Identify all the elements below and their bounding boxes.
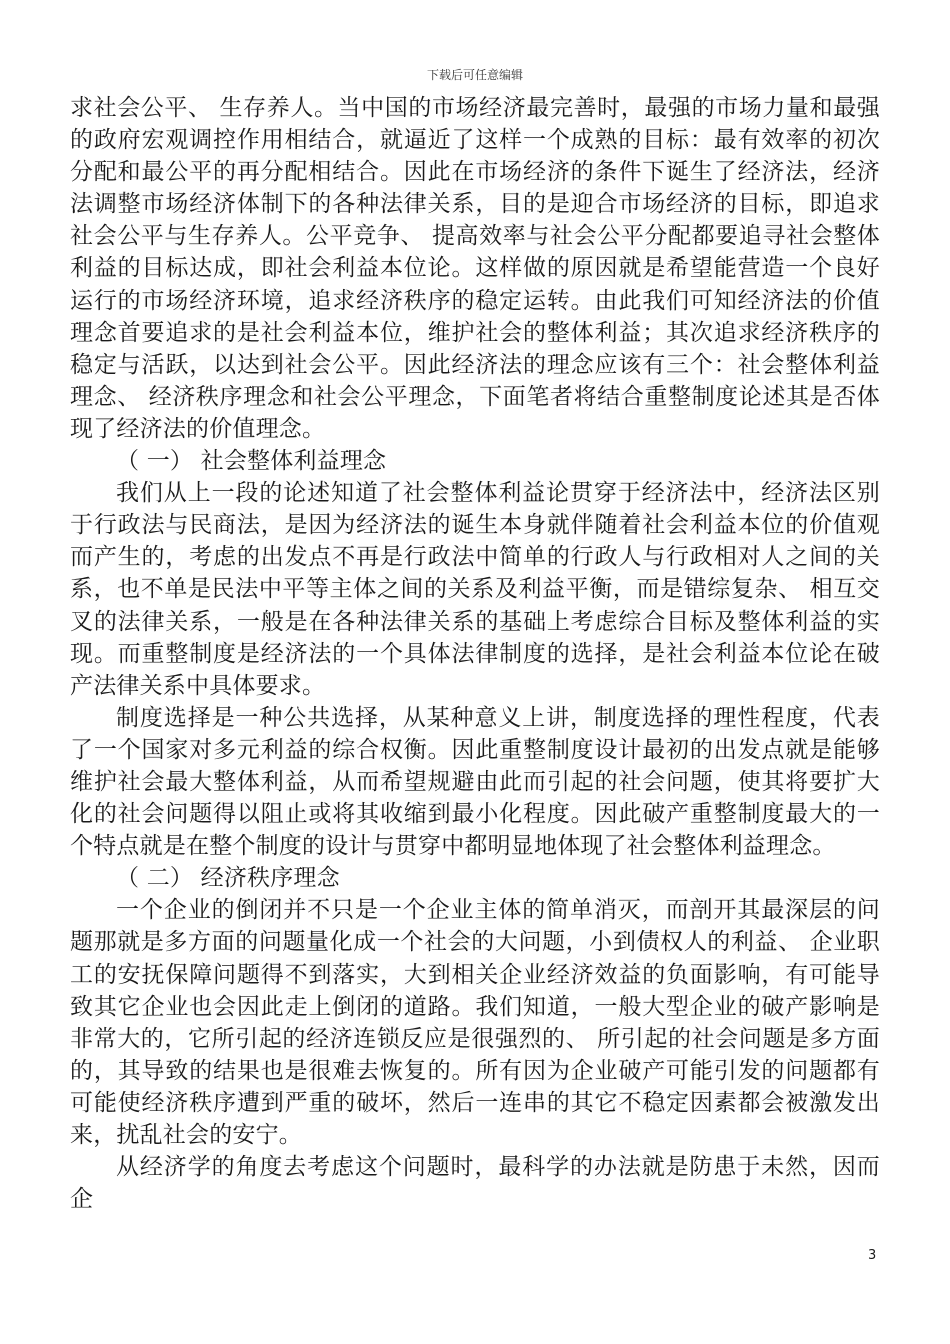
- page-number: 3: [868, 1248, 877, 1263]
- section-heading-2: （ 二） 经济秩序理念: [116, 865, 340, 892]
- section-heading-1: （ 一） 社会整体利益理念: [116, 448, 387, 475]
- page-header: 下载后可任意编辑: [426, 68, 523, 82]
- paragraph: 从经济学的角度去考虑这个问题时，最科学的办法就是防患于未然，因而企: [70, 1154, 880, 1213]
- paragraph-continuation: 求社会公平、 生存养人。当中国的市场经济最完善时，最强的市场力量和最强的政府宏观调控作用相结合，就逼近了这样一个成熟的目标：最有效率的初次分配和最公平的再分配相结合。因此在市场经济的条件下诞生了经济法，经济法调整市场经济体制下的各种法律关系，目的是迎合市场经济的目标，即追求社会公平与生存养人。公平竞争、 提高效率与社会公平分配都要追寻社会整体利益的目标达成，即社会利益本位论。这样做的原因就是希望能营造一个良好运行的市场经济环境，追求经济秩序的稳定运转。由此我们可知经济法的价值理念首要追求的是社会利益本位，维护社会的整体利益；其次追求经济秩序的稳定与活跃，以达到社会公平。因此经济法的理念应该有三个：社会整体利益理念、 经济秩序理念和社会公平理念，下面笔者将结合重整制度论述其是否体现了经济法的价值理念。: [70, 95, 880, 442]
- paragraph: 制度选择是一种公共选择，从某种意义上讲，制度选择的理性程度，代表了一个国家对多元利益的综合权衡。因此重整制度设计最初的出发点就是能够维护社会最大整体利益，从而希望规避由此而引起的社会问题，使其将要扩大化的社会问题得以阻止或将其收缩到最小化程度。因此破产重整制度最大的一个特点就是在整个制度的设计与贯穿中都明显地体现了社会整体利益理念。: [70, 704, 880, 860]
- document-body: [70, 92, 880, 1215]
- paragraph: 一个企业的倒闭并不只是一个企业主体的简单消灭，而剖开其最深层的问题那就是多方面的问题量化成一个社会的大问题，小到债权人的利益、 企业职工的安抚保障问题得不到落实，大到相关企业经济效益的负面影响，有可能导致其它企业也会因此走上倒闭的道路。我们知道，一般大型企业的破产影响是非常大的，它所引起的经济连锁反应是很强烈的、 所引起的社会问题是多方面的，其导致的结果也是很难去恢复的。所有因为企业破产可能引发的问题都有可能使经济秩序遭到严重的破坏，然后一连串的其它不稳定因素都会被激发出来，扰乱社会的安宁。: [70, 897, 880, 1148]
- paragraph: 我们从上一段的论述知道了社会整体利益论贯穿于经济法中，经济法区别于行政法与民商法，是因为经济法的诞生本身就伴随着社会利益本位的价值观而产生的，考虑的出发点不再是行政法中简单的行政人与行政相对人之间的关系，也不单是民法中平等主体之间的关系及利益平衡，而是错综复杂、 相互交叉的法律关系，一般是在各种法律关系的基础上考虑综合目标及整体利益的实现。而重整制度是经济法的一个具体法律制度的选择，是社会利益本位论在破产法律关系中具体要求。: [70, 480, 880, 699]
